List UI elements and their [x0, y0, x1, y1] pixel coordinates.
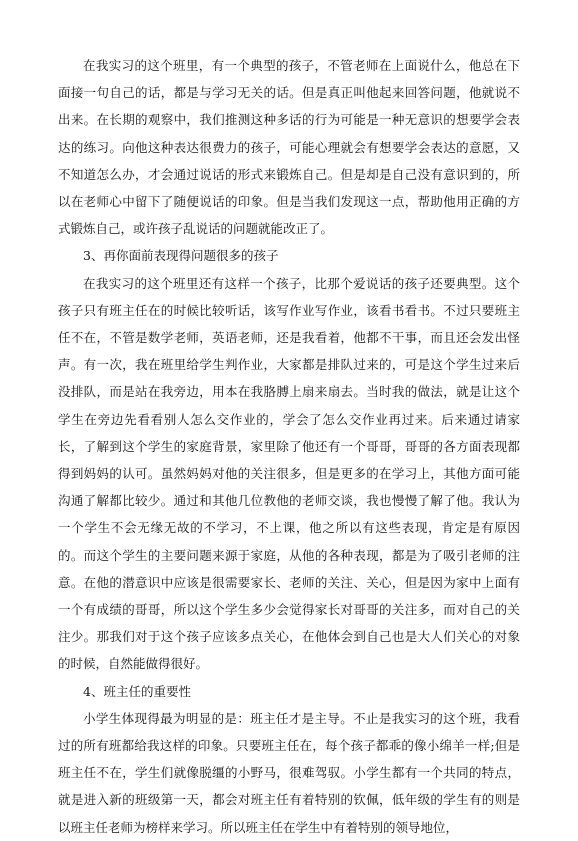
- section-heading-3: 3、再你面前表现得问题很多的孩子: [83, 248, 279, 264]
- paragraph-problem-child: 在我实习的这个班里还有这样一个孩子，比那个爱说话的孩子还要典型。这个孩子只有班主任在的时候比较听话，该写作业写作业，该看书看书。不过只要班主任不在，不管是数学老师，英语老师，还是我看着，他都不干事，而且还会发出怪声。有一次，我在班里给学生判作业，大家都是排队过来的，可是这个学生过来后没排队，而是站在我旁边，用本在我胳膊上扇来扇去。当时我的做法，就是让这个学生在旁边先看看别人怎么交作业的，学会了怎么交作业再过来。后来通过请家长，了解到这个学生的家庭背景，家里除了他还有一个哥哥，哥哥的各方面表现都得到妈妈的认可。虽然妈妈对他的关注很多，但是更多的在学习上，其他方面可能沟通了解都比较少。通过和其他几位教他的老师交谈，我也慢慢了解了他。我认为一个学生不会无缘无故的不学习，不上课，他之所以有这些表现，肯定是有原因的。而这个学生的主要问题来源于家庭，从他的各种表现，都是为了吸引老师的注意。在他的潜意识中应该是很需要家长、老师的关注、关心，但是因为家中上面有一个有成绩的哥哥，所以这个学生多少会觉得家长对哥哥的关注多，而对自己的关注少。那我们对于这个孩子应该多点关心，在他体会到自己也是大人们关心的对象的时候，自然能做得很好。: [58, 275, 520, 672]
- paragraph-head-teacher: 小学生体现得最为明显的是：班主任才是主导。不止是我实习的这个班，我看过的所有班都给我这样的印象。只要班主任在，每个孩子都乖的像小绵羊一样;但是班主任不在，学生们就像脱缰的小野马，很难驾驭。小学生都有一个共同的特点，就是进入新的班级第一天，都会对班主任有着特别的钦佩，低年级的学生有的则是以班主任老师为榜样来学习。所以班主任在学生中有着特别的领导地位，: [58, 710, 520, 835]
- section-heading-4: 4、班主任的重要性: [83, 683, 191, 699]
- document-body: [58, 52, 520, 841]
- paragraph-talkative-child: 在我实习的这个班里，有一个典型的孩子，不管老师在上面说什么，他总在下面接一句自己的话，都是与学习无关的话。但是真正叫他起来回答问题，他就说不出来。在长期的观察中，我们推测这种多话的行为可能是一种无意识的想要学会表达的练习。向他这种表达很费力的孩子，可能心理就会有想要学会表达的意愿，又不知道怎么办，才会通过说话的形式来锻炼自己。但是却是自己没有意识到的，所以在老师心中留下了随便说话的印象。但是当我们发现这一点，帮助他用正确的方式锻炼自己，或许孩子乱说话的问题就能改正了。: [58, 58, 520, 237]
